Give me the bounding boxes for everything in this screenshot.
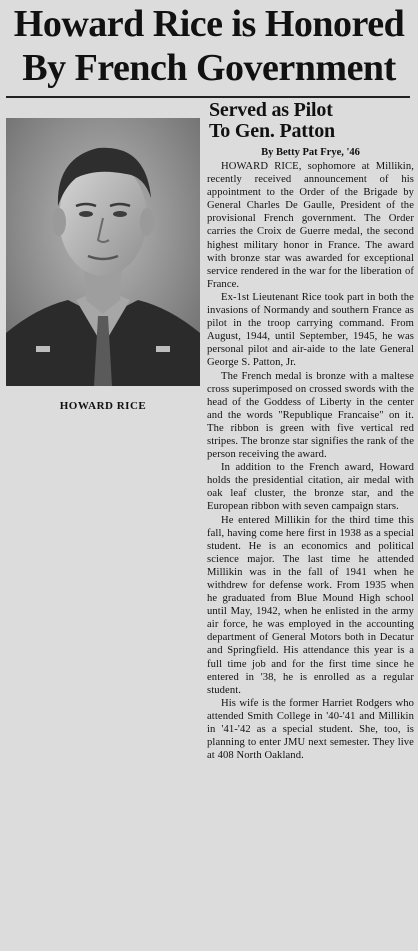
paragraph: HOWARD RICE, sophomore at Millikin, recently received announcement of his appointment to the Order of the Brigade by General Charles De Gaulle, President of the provisional French government. The Order carries the Croix de Guerre medal, the second highest military honor in France. The award with bronze star was awarded for exceptional service rendered in the war for the liberation of France. (207, 161, 414, 290)
paragraph: His wife is the former Harriet Rodgers who attended Smith College in '40-'41 and Millikin in '41-'42 as a special student. She, too, is planning to enter JMU next semester. They live at 408 North Oakland. (207, 697, 414, 762)
headline-line-1: Howard Rice is Honored (13, 3, 405, 45)
headline-line-2: By French Government (22, 47, 396, 89)
byline: By Betty Pat Frye, '46 (261, 147, 360, 158)
paragraph: In addition to the French award, Howard holds the presidential citation, air medal with oak leaf cluster, the bronze star, and the European ribbon with seven campaign stars. (207, 462, 414, 513)
paragraph: He entered Millikin for the third time this fall, having come here first in 1938 as a special student. He is an economics and political science major. The last time he attended Millikin was in the fall of 1941 when he withdrew for defense work. From 1935 when he graduated from Blue Mound High school until May, 1942, when he enlisted in the army air force, he was employed in the accounting department of General Motors both in Decatur and Springfield. His attendance this year is a full time job and for the first time since he entered in '38, he is enrolled as a regular student. (207, 514, 414, 696)
subheadline-line-2: To Gen. Patton (209, 120, 335, 142)
portrait-illustration (6, 118, 200, 386)
headline-rule (6, 96, 410, 98)
portrait-photo (6, 118, 200, 386)
article-body (207, 160, 414, 762)
article-column (207, 100, 414, 762)
subheadline-line-1: Served as Pilot (209, 99, 333, 121)
paragraph: Ex-1st Lieutenant Rice took part in both the invasions of Normandy and southern France as pilot in the troop carrying command. From August, 1944, until September, 1945, he was personal pilot and air-aide to the late General George S. Patton, Jr. (207, 291, 414, 369)
photo-caption: HOWARD RICE (59, 400, 147, 412)
paragraph: The French medal is bronze with a maltese cross superimposed on crossed swords with the head of the Goddess of Liberty in the center and the words "Republique Francaise" on it. The ribbon is green with five vertical red stripes. The bronze star signifies the rank of the person receiving the award. (207, 370, 414, 461)
headline (0, 2, 418, 90)
subheadline (209, 100, 414, 142)
